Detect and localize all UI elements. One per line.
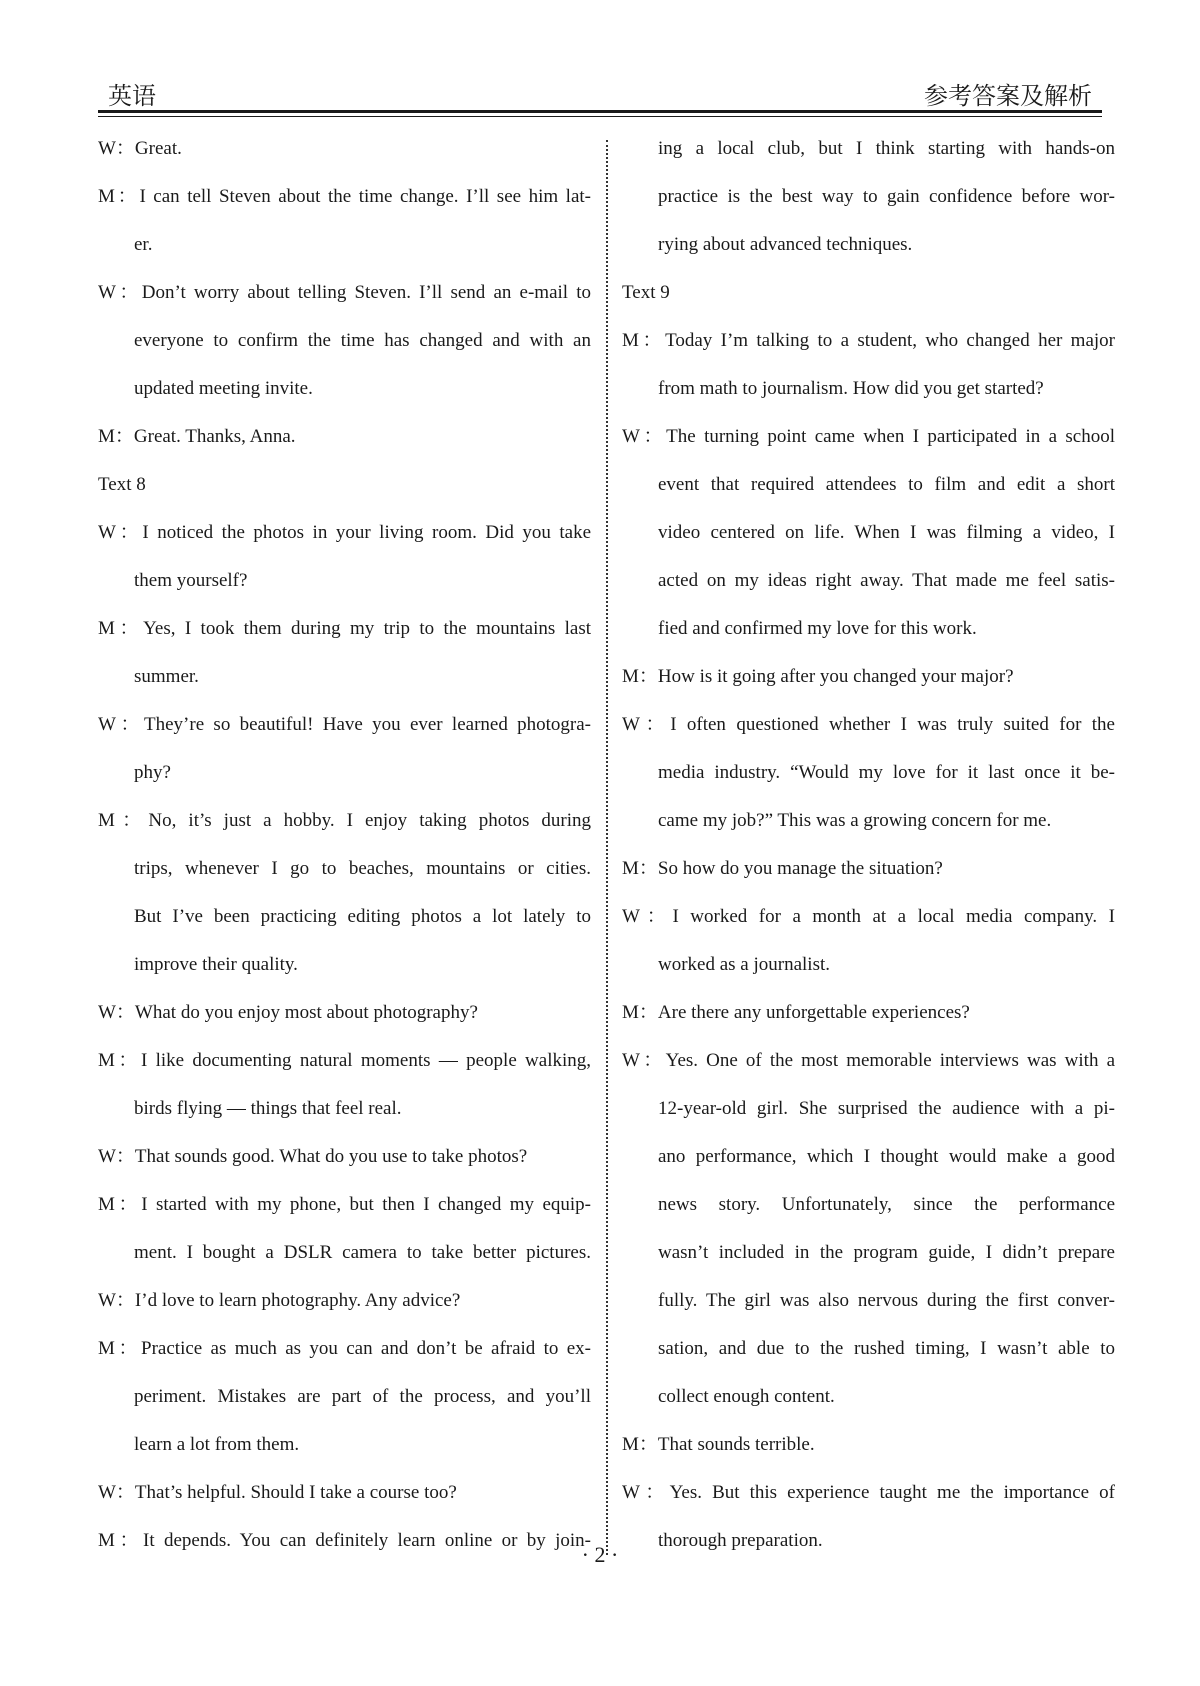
dialogue-line: news story. Unfortunately, since the performance	[658, 1194, 1115, 1215]
dialogue-line: sation, and due to the rushed timing, I wasn’t able to	[658, 1338, 1115, 1359]
dialogue-line: trips, whenever I go to beaches, mountains or cities.	[134, 858, 591, 879]
dialogue-line: learn a lot from them.	[134, 1434, 300, 1455]
dialogue-line: M：So how do you manage the situation?	[622, 858, 943, 879]
dialogue-line: updated meeting invite.	[134, 378, 313, 399]
dialogue-line: M：Practice as much as you can and don’t be afraid to ex-	[98, 1338, 591, 1359]
dialogue-line: M：I started with my phone, but then I changed my equip-	[98, 1194, 591, 1215]
dialogue-line: M：I can tell Steven about the time change. I’ll see him lat-	[98, 186, 591, 207]
dialogue-line: fied and confirmed my love for this work.	[658, 618, 977, 639]
dialogue-line: W：That sounds good. What do you use to take photos?	[98, 1146, 528, 1167]
dialogue-line: from math to journalism. How did you get started?	[658, 378, 1044, 399]
dialogue-line: fully. The girl was also nervous during the first conver-	[658, 1290, 1115, 1311]
dialogue-line: 12-year-old girl. She surprised the audience with a pi-	[658, 1098, 1115, 1119]
dialogue-line: video centered on life. When I was filming a video, I	[658, 522, 1115, 543]
dialogue-line: M：That sounds terrible.	[622, 1434, 815, 1455]
dialogue-line: periment. Mistakes are part of the process, and you’ll	[134, 1386, 591, 1407]
dialogue-line: media industry. “Would my love for it last once it be-	[658, 762, 1115, 783]
dialogue-line: W：The turning point came when I participated in a school	[622, 426, 1115, 447]
dialogue-line: W：Yes. One of the most memorable interviews was with a	[622, 1050, 1115, 1071]
dialogue-line: worked as a journalist.	[658, 954, 831, 975]
column-divider	[606, 140, 608, 1555]
dialogue-line: ing a local club, but I think starting with hands-on	[658, 138, 1115, 159]
dialogue-line: M：How is it going after you changed your major?	[622, 666, 1014, 687]
dialogue-line: improve their quality.	[134, 954, 298, 975]
dialogue-line: But I’ve been practicing editing photos a lot lately to	[134, 906, 591, 927]
dialogue-line: M：No, it’s just a hobby. I enjoy taking photos during	[98, 810, 591, 831]
dialogue-line: event that required attendees to film and edit a short	[658, 474, 1115, 495]
dialogue-line: M：Today I’m talking to a student, who changed her major	[622, 330, 1115, 351]
dialogue-line: W：Don’t worry about telling Steven. I’ll send an e-mail to	[98, 282, 591, 303]
dialogue-line: acted on my ideas right away. That made me feel satis-	[658, 570, 1115, 591]
left-column	[98, 136, 591, 1576]
dialogue-line: M：Great. Thanks, Anna.	[98, 426, 296, 447]
dialogue-line: W：I worked for a month at a local media company. I	[622, 906, 1115, 927]
dialogue-line: collect enough content.	[658, 1386, 835, 1407]
dialogue-line: W：I noticed the photos in your living room. Did you take	[98, 522, 591, 543]
dialogue-line: rying about advanced techniques.	[658, 234, 913, 255]
dialogue-line: them yourself?	[134, 570, 248, 591]
dialogue-line: er.	[134, 234, 153, 255]
dialogue-line: W：Yes. But this experience taught me the importance of	[622, 1482, 1115, 1503]
dialogue-line: phy?	[134, 762, 171, 783]
dialogue-line: thorough preparation.	[658, 1530, 823, 1551]
section-heading: Text 9	[622, 282, 670, 303]
dialogue-line: M：Yes, I took them during my trip to the mountains last	[98, 618, 591, 639]
dialogue-line: W：I’d love to learn photography. Any advice?	[98, 1290, 461, 1311]
dialogue-line: wasn’t included in the program guide, I didn’t prepare	[658, 1242, 1115, 1263]
section-heading: Text 8	[98, 474, 146, 495]
dialogue-line: M：It depends. You can definitely learn online or by join-	[98, 1530, 591, 1551]
dialogue-line: practice is the best way to gain confidence before wor-	[658, 186, 1115, 207]
dialogue-line: ment. I bought a DSLR camera to take better pictures.	[134, 1242, 591, 1263]
right-column	[622, 136, 1115, 1576]
page-number: · 2 ·	[581, 1542, 619, 1567]
dialogue-line: M：I like documenting natural moments — people walking,	[98, 1050, 591, 1071]
dialogue-line: everyone to confirm the time has changed and with an	[134, 330, 591, 351]
dialogue-line: W：Great.	[98, 138, 182, 159]
header-rule-thick	[98, 110, 1102, 113]
dialogue-line: came my job?” This was a growing concern for me.	[658, 810, 1052, 831]
dialogue-line: W：What do you enjoy most about photography?	[98, 1002, 478, 1023]
header-rule-thin	[98, 116, 1102, 117]
dialogue-line: W：I often questioned whether I was truly suited for the	[622, 714, 1115, 735]
page-header	[98, 72, 1102, 112]
header-section-title: 参考答案及解析	[924, 84, 1092, 110]
header-subject: 英语	[108, 84, 156, 110]
dialogue-line: W：That’s helpful. Should I take a course too?	[98, 1482, 457, 1503]
dialogue-line: ano performance, which I thought would make a good	[658, 1146, 1115, 1167]
dialogue-line: birds flying — things that feel real.	[134, 1098, 402, 1119]
dialogue-line: summer.	[134, 666, 199, 687]
dialogue-line: W：They’re so beautiful! Have you ever learned photogra-	[98, 714, 591, 735]
dialogue-line: M：Are there any unforgettable experiences?	[622, 1002, 970, 1023]
